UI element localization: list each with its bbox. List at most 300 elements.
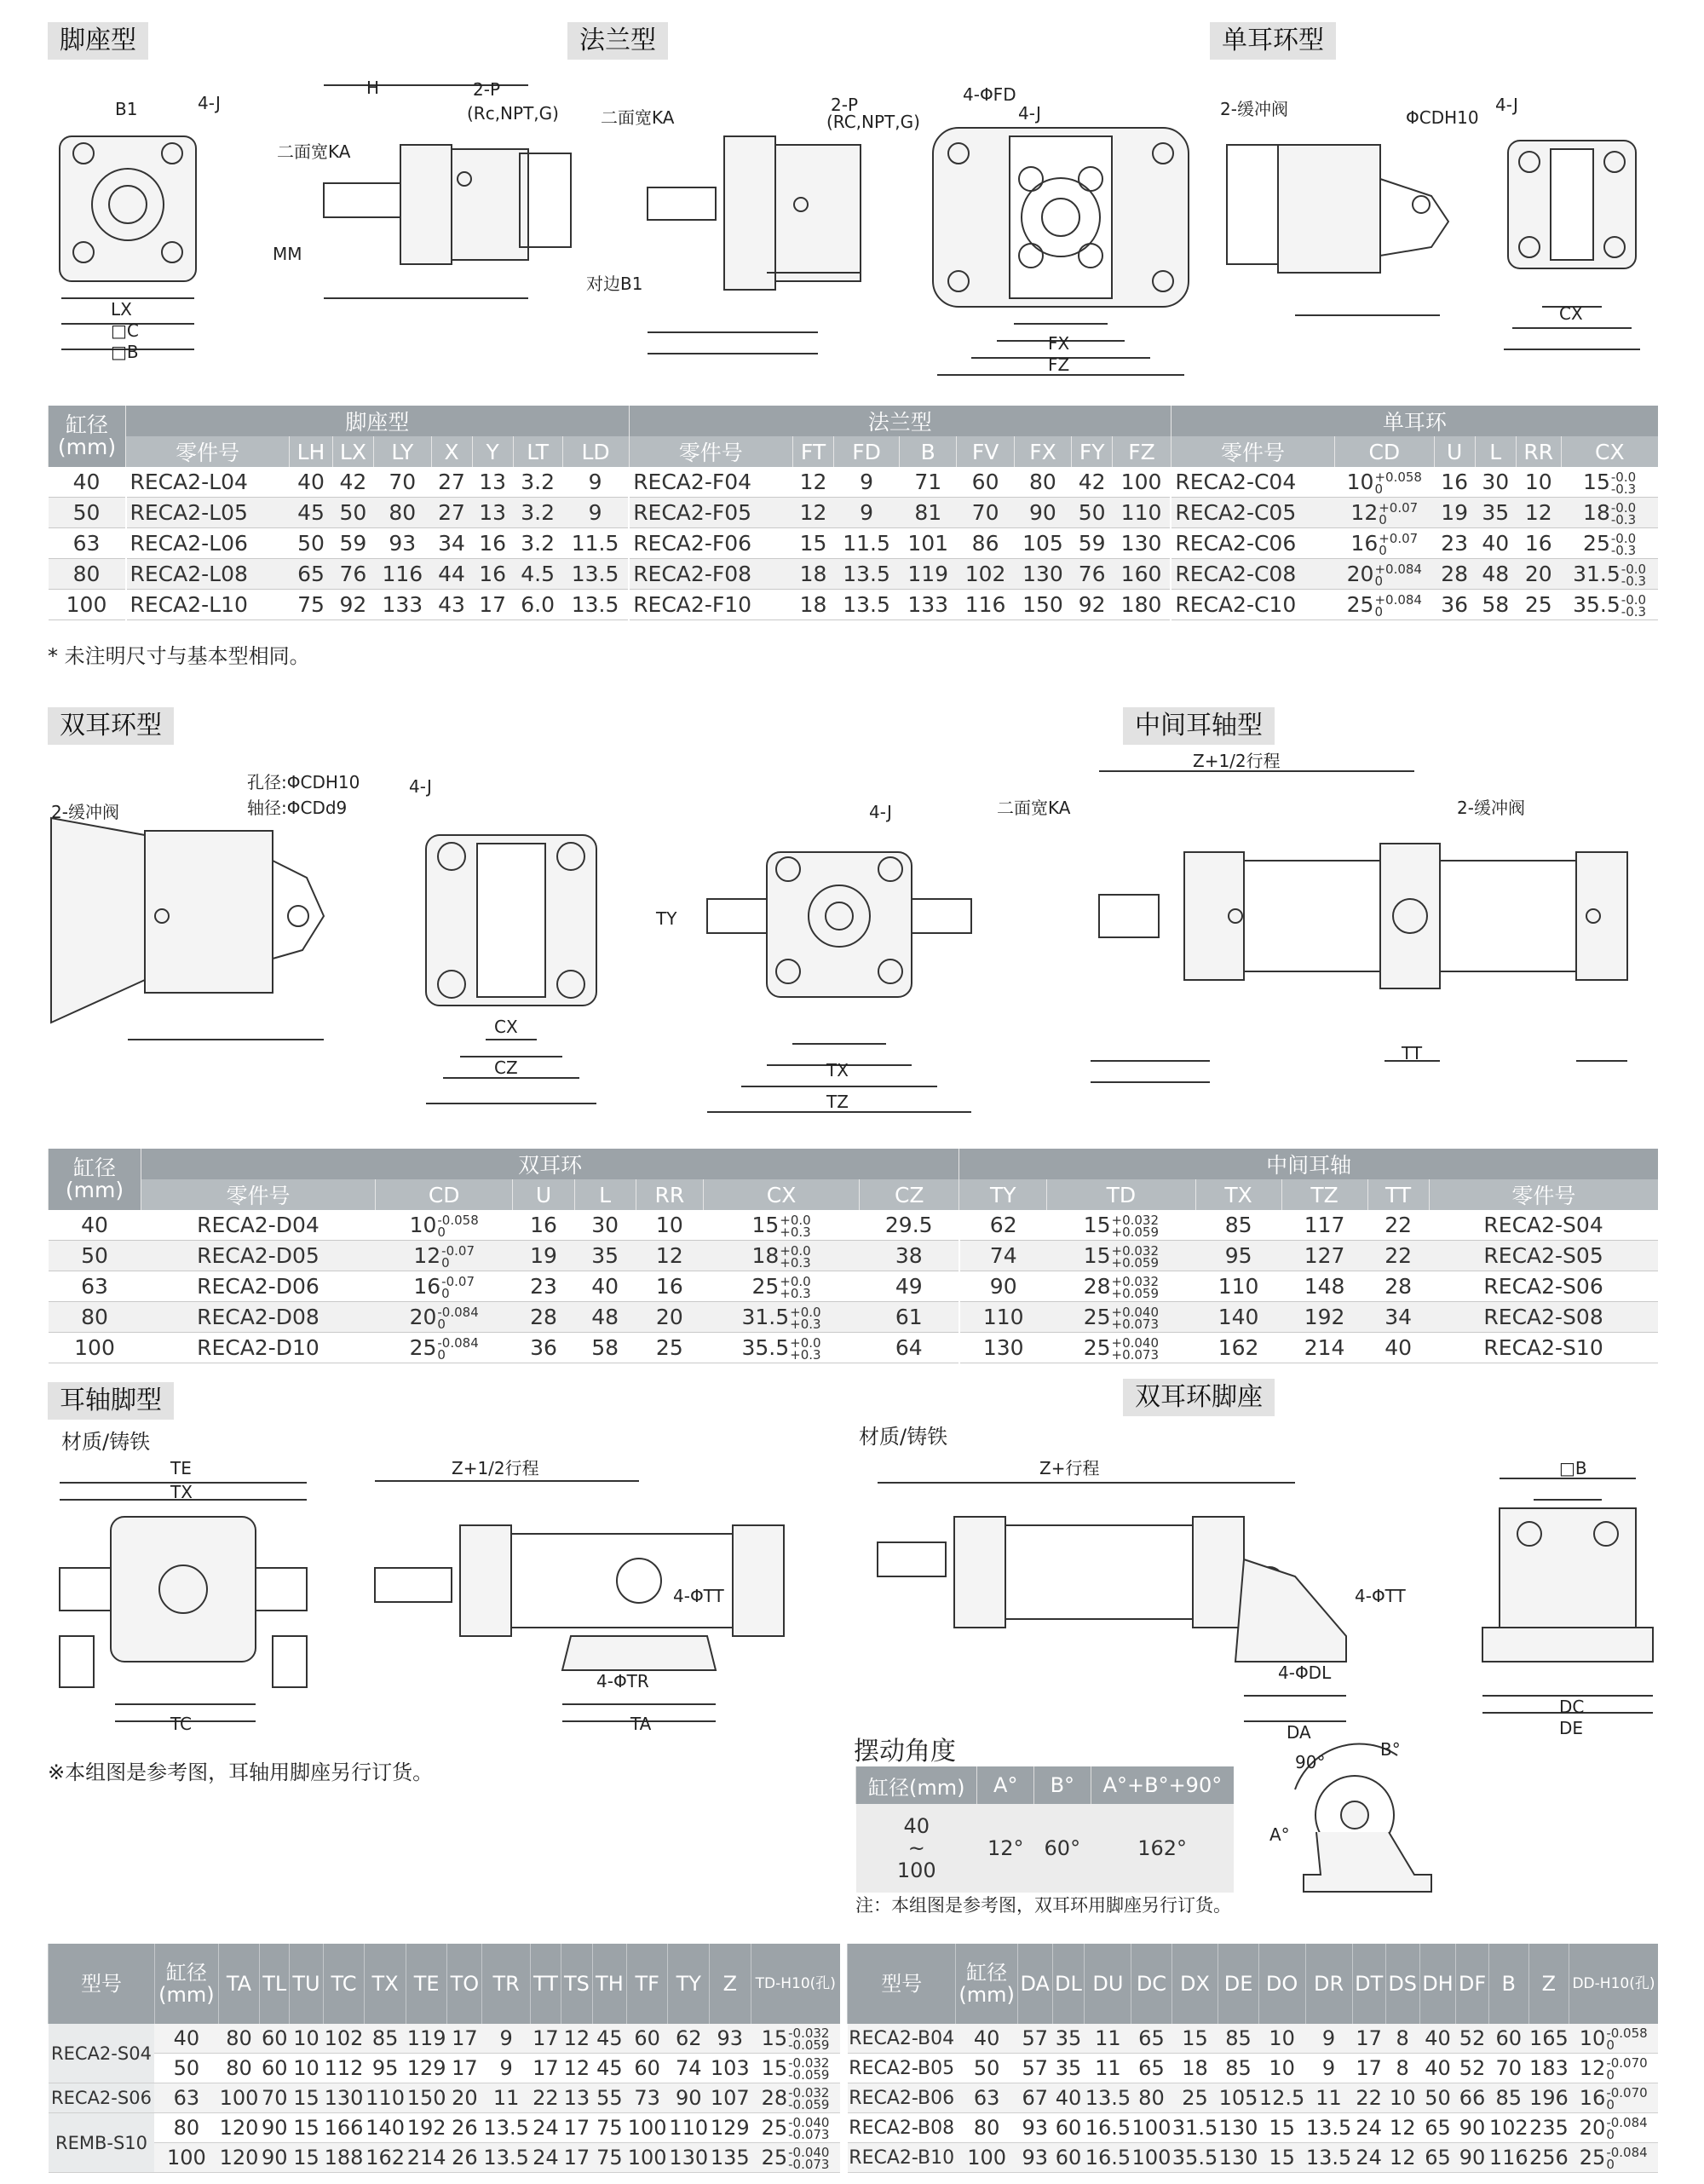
t3-cell: 135: [710, 2143, 751, 2173]
t3-cell: 17: [561, 2143, 592, 2173]
t4-col-header: DF: [1456, 1944, 1488, 2024]
t4-cell: 165: [1528, 2024, 1569, 2054]
t3-col-header: TL: [260, 1944, 290, 2024]
clevis-cx-lower: -0.3: [1610, 511, 1637, 527]
t3-cell: 45: [592, 2054, 626, 2083]
foot-cell: 11.5: [562, 528, 629, 559]
t4-dd-upper: -0.070: [1606, 2084, 1648, 2100]
t4-dd-upper: -0.084: [1606, 2144, 1648, 2160]
tr-part-number: RECA2-S04: [1429, 1210, 1658, 1241]
tr-tt: 40: [1367, 1333, 1429, 1363]
table-row: [49, 528, 1659, 559]
dc-rr: 20: [636, 1302, 703, 1333]
spec-table-foot-flange-clevis: [48, 406, 1658, 620]
t1-col-header: LT: [513, 436, 562, 467]
clevis-cx: [1561, 467, 1658, 498]
t4-col-header: DU: [1085, 1944, 1131, 2024]
dc-cx-lower: +0.3: [780, 1285, 811, 1301]
t4-cell: 11: [1085, 2024, 1131, 2054]
t3-cell: 103: [710, 2054, 751, 2083]
t4-dd-tolerance: [1606, 2114, 1648, 2142]
tr-td-tolerance: [1112, 1214, 1160, 1238]
dc-cx-upper: +0.0: [780, 1273, 811, 1289]
clevis-cd-nominal: 16: [1350, 530, 1379, 556]
t3-td-upper: -0.032: [788, 2054, 830, 2071]
t3-cell: 10: [290, 2024, 323, 2054]
clevis-cd: [1335, 467, 1434, 498]
angle-b: 60°: [1034, 1804, 1091, 1893]
t3-td-tolerance: [788, 2084, 830, 2112]
dc-cd-upper: -0.058: [437, 1212, 479, 1228]
t1-col-header: RR: [1516, 436, 1561, 467]
t4-cell: 70: [1488, 2054, 1528, 2083]
clevis-cx-tolerance: [1621, 591, 1647, 619]
dc-cd-tolerance: [437, 1306, 478, 1330]
t3-td-nominal: 15: [761, 2055, 788, 2080]
tr-td: [1047, 1210, 1196, 1241]
clevis-cd-upper: +0.07: [1379, 530, 1419, 546]
t3-model: RECA2-S06: [49, 2083, 155, 2113]
t4-dd-nominal: 20: [1579, 2115, 1606, 2140]
t4-cell: 10: [1385, 2083, 1419, 2113]
t4-cell: 65: [1419, 2143, 1456, 2173]
dim-label-ta: TA: [630, 1714, 652, 1734]
t4-dd-tolerance: [1606, 2144, 1648, 2172]
tr-tz: 127: [1281, 1241, 1367, 1271]
dc-cd-tolerance: [437, 1214, 478, 1238]
t4-cell: 40: [1419, 2024, 1456, 2054]
dim-label-tx: TX: [826, 1060, 849, 1080]
t1-col-header: Y: [472, 436, 513, 467]
clevis-rr: 25: [1516, 590, 1561, 620]
t3-td-upper: -0.040: [788, 2114, 830, 2130]
clevis-cx-upper: -0.0: [1610, 469, 1637, 485]
t1-col-header: CX: [1561, 436, 1658, 467]
dim-label-tt: TT: [1402, 1043, 1423, 1063]
clevis-rr: 12: [1516, 498, 1561, 528]
t3-col-header: TC: [323, 1944, 365, 2024]
dc-u: 36: [513, 1333, 574, 1363]
tr-td-tolerance: [1111, 1334, 1160, 1363]
table-row: [848, 2113, 1659, 2143]
t3-td: [751, 2054, 840, 2083]
foot-cell: 43: [431, 590, 472, 620]
dim-label-zstroke: Z+1/2行程: [1193, 751, 1281, 771]
dc-l: 35: [574, 1241, 636, 1271]
t4-cell: 25: [1172, 2083, 1218, 2113]
t3-cell: 119: [406, 2024, 447, 2054]
t3-cell: 17: [530, 2054, 561, 2083]
t4-cell: 50: [1419, 2083, 1456, 2113]
dc-cd-nominal: 25: [409, 1334, 437, 1360]
tr-td-nominal: 15: [1083, 1212, 1111, 1237]
flange-cell: 102: [957, 559, 1014, 590]
dim-label-mm: MM: [273, 244, 302, 264]
t4-cell: 9: [1305, 2054, 1352, 2083]
clevis-cx: [1561, 498, 1658, 528]
dim-label-fx: FX: [1048, 333, 1070, 354]
dim-label-c: □C: [111, 320, 139, 341]
t4-col-header: DL: [1052, 1944, 1085, 2024]
t4-cell: 80: [1131, 2083, 1172, 2113]
t4-cell: 24: [1352, 2113, 1385, 2143]
dc-u: 19: [513, 1241, 574, 1271]
dc-cz: 64: [860, 1333, 959, 1363]
t4-cell: 12: [1385, 2113, 1419, 2143]
clevis-cx: [1561, 528, 1658, 559]
clevis-l: 30: [1475, 467, 1516, 498]
t3-col-header: TU: [290, 1944, 323, 2024]
t3-cell: 95: [365, 2054, 406, 2083]
dc-cz: 38: [860, 1241, 959, 1271]
material-label: 材质/铸铁: [61, 1430, 151, 1454]
clevis-cx-upper: -0.0: [1621, 561, 1647, 577]
t3-cell: 9: [482, 2054, 531, 2083]
t3-cell: 129: [406, 2054, 447, 2083]
dim-label-cushion: 2-缓冲阀: [1220, 99, 1288, 119]
dim-label-shaft: 轴径:ΦCDd9: [247, 798, 348, 818]
flange-cell: 42: [1072, 467, 1113, 498]
t4-cell: 60: [1488, 2024, 1528, 2054]
dim-label-4j: 4-J: [198, 93, 221, 113]
t3-td: [751, 2024, 840, 2054]
foot-cell: 116: [374, 559, 431, 590]
dim-label-ka: 二面宽KA: [277, 141, 351, 162]
t3-td-tolerance: [788, 2144, 830, 2172]
table-row: [49, 498, 1659, 528]
t4-dd-tolerance: [1606, 2054, 1648, 2083]
tr-tx: 162: [1195, 1333, 1281, 1363]
t3-cell: 74: [668, 2054, 710, 2083]
clevis-cd-upper: +0.084: [1374, 591, 1422, 608]
clevis-cx: [1561, 559, 1658, 590]
foot-cell: RECA2-L06: [126, 528, 290, 559]
t4-cell: 15: [1258, 2113, 1305, 2143]
t4-cell: 116: [1488, 2143, 1528, 2173]
flange-cell: 110: [1113, 498, 1172, 528]
t3-col-header: TE: [406, 1944, 447, 2024]
tr-part-number: RECA2-S06: [1429, 1271, 1658, 1302]
t4-col-header: DC: [1131, 1944, 1172, 2024]
dim-label-rc-2: (RC,NPT,G): [826, 112, 920, 132]
t2-col-header: 零件号: [141, 1179, 376, 1210]
t3-col-header: TT: [530, 1944, 561, 2024]
clevis-cx-lower: -0.3: [1621, 603, 1647, 619]
t3-cell: 17: [447, 2054, 482, 2083]
t3-col-header: TA: [218, 1944, 260, 2024]
t4-dd-upper: -0.084: [1606, 2114, 1648, 2130]
dc-part-number: RECA2-D06: [141, 1271, 376, 1302]
section-title-double-clevis: 双耳环型: [48, 707, 174, 745]
t3-col-header: TX: [365, 1944, 406, 2024]
t4-col-header: DH: [1419, 1944, 1456, 2024]
clevis-part-number: RECA2-C08: [1171, 559, 1334, 590]
flange-cell: RECA2-F06: [629, 528, 792, 559]
t3-cell: 120: [218, 2113, 260, 2143]
note-clevis: 注：本组图是参考图，双耳环用脚座另行订货。: [855, 1895, 1231, 1916]
t4-cell: 100: [1131, 2143, 1172, 2173]
clevis-foot-side-view: [878, 1483, 1346, 1721]
t1-col-header: LX: [332, 436, 373, 467]
t4-col-header: Z: [1528, 1944, 1569, 2024]
t4-cell: 256: [1528, 2143, 1569, 2173]
t3-bore: 63: [154, 2083, 218, 2113]
dc-cd-lower: 0: [437, 1316, 446, 1332]
dim-label-tz: TZ: [826, 1092, 849, 1112]
t4-cell: 66: [1456, 2083, 1488, 2113]
clevis-rr: 16: [1516, 528, 1561, 559]
t4-cell: 65: [1419, 2113, 1456, 2143]
clevis-u: 36: [1434, 590, 1475, 620]
angle-col-sum: A°+B°+90°: [1091, 1766, 1234, 1804]
flange-cell: 76: [1072, 559, 1113, 590]
clevis-part-number: RECA2-C05: [1171, 498, 1334, 528]
dim-label-hole: 孔径:ΦCDH10: [247, 772, 360, 792]
tr-td-upper: +0.040: [1111, 1334, 1160, 1351]
dc-cd-upper: -0.07: [441, 1242, 475, 1259]
dim-label-2p-2: 2-P: [831, 95, 859, 115]
dim-label-4j-2: 4-J: [1018, 103, 1041, 124]
foot-cell: RECA2-L08: [126, 559, 290, 590]
t4-dd: [1569, 2024, 1658, 2054]
group-double-clevis: 双耳环: [141, 1149, 959, 1179]
clevis-rr: 10: [1516, 467, 1561, 498]
dc-cd-tolerance: [441, 1273, 475, 1301]
t4-col-header: DO: [1258, 1944, 1305, 2024]
angle-col-b: B°: [1034, 1766, 1091, 1804]
dc-cd-lower: 0: [441, 1285, 450, 1301]
tr-td-upper: +0.032: [1111, 1242, 1160, 1259]
dc-cd-lower: 0: [441, 1254, 450, 1271]
dc-cd-nominal: 12: [413, 1242, 441, 1268]
dc-cd: [375, 1210, 513, 1241]
t4-cell: 17: [1352, 2054, 1385, 2083]
tr-tz: 214: [1281, 1333, 1367, 1363]
t4-dd: [1569, 2083, 1658, 2113]
t3-cell: 73: [626, 2083, 668, 2113]
flange-cell: 15: [792, 528, 833, 559]
foot-cell: 59: [332, 528, 373, 559]
clevis-cd: [1335, 498, 1434, 528]
flange-cell: 13.5: [834, 590, 900, 620]
bore-cell: 80: [49, 559, 126, 590]
t1-col-header: 零件号: [126, 436, 290, 467]
dc-cx-tolerance: [780, 1214, 810, 1238]
t3-cell: 15: [290, 2113, 323, 2143]
t3-td-lower: -0.059: [788, 2096, 830, 2112]
tr-td-nominal: 25: [1083, 1304, 1111, 1329]
tr-tt: 28: [1367, 1271, 1429, 1302]
t3-td-nominal: 25: [761, 2145, 788, 2170]
clevis-cx-nominal: 25: [1583, 530, 1610, 556]
t4-cell: 22: [1352, 2083, 1385, 2113]
dc-cd-tolerance: [441, 1242, 475, 1271]
clevis-u: 16: [1434, 467, 1475, 498]
tr-td-tolerance: [1111, 1242, 1160, 1271]
t3-cell: 60: [626, 2024, 668, 2054]
foot-cell: 9: [562, 467, 629, 498]
group-flange: 法兰型: [629, 406, 1171, 436]
bore-header: 缸径 (mm): [49, 406, 126, 467]
flange-cell: 86: [957, 528, 1014, 559]
flange-cell: 60: [957, 467, 1014, 498]
t3-cell: 110: [668, 2113, 710, 2143]
t4-dd-upper: -0.058: [1606, 2025, 1648, 2041]
flange-cell: RECA2-F05: [629, 498, 792, 528]
dim-label-ka3: 二面宽KA: [997, 798, 1071, 818]
spec-table-trunnion-foot: [48, 1944, 840, 2173]
dim-label-h: H: [366, 78, 380, 98]
dim-label-4tt-2: 4-ΦTT: [1355, 1586, 1406, 1606]
foot-cell: 9: [562, 498, 629, 528]
clevis-cx-tolerance: [1610, 530, 1637, 558]
t2-col-header: 零件号: [1429, 1179, 1658, 1210]
table-row: [49, 1271, 1659, 1302]
dim-label-de: DE: [1559, 1718, 1584, 1738]
section-title-double-clevis-foot: 双耳环脚座: [1123, 1379, 1275, 1416]
t1-col-header: LY: [374, 436, 431, 467]
clevis-cd-lower: 0: [1379, 542, 1387, 558]
flange-cell: 18: [792, 590, 833, 620]
foot-cell: RECA2-L10: [126, 590, 290, 620]
foot-cell: 13: [472, 498, 513, 528]
dim-label-te: TE: [170, 1458, 192, 1478]
t3-cell: 12: [561, 2054, 592, 2083]
tr-tt: 34: [1367, 1302, 1429, 1333]
foot-cell: 17: [472, 590, 513, 620]
t4-cell: 9: [1305, 2024, 1352, 2054]
table-row: [49, 559, 1659, 590]
trunnion-foot-end-view: [60, 1483, 307, 1721]
dc-cx-nominal: 18: [751, 1242, 780, 1268]
t4-cell: 10: [1258, 2054, 1305, 2083]
t3-model: REMB-S10: [49, 2113, 155, 2173]
t4-dd-lower: 0: [1606, 2037, 1615, 2053]
t3-cell: 129: [710, 2113, 751, 2143]
t3-cell: 90: [260, 2143, 290, 2173]
dim-label-cz: CZ: [494, 1057, 518, 1078]
angle-sum: 162°: [1091, 1804, 1234, 1893]
flange-cell: 11.5: [834, 528, 900, 559]
t4-cell: 15: [1172, 2024, 1218, 2054]
t3-cell: 100: [626, 2113, 668, 2143]
t3-cell: 214: [406, 2143, 447, 2173]
table-row: [49, 2024, 841, 2054]
t4-dd-lower: 0: [1606, 2126, 1615, 2142]
dim-label-fz: FZ: [1048, 354, 1070, 375]
tr-ty: 74: [959, 1241, 1047, 1271]
dc-cd: [375, 1271, 513, 1302]
dc-u: 16: [513, 1210, 574, 1241]
t3-td-tolerance: [788, 2027, 829, 2051]
tr-ty: 90: [959, 1271, 1047, 1302]
clevis-cd: [1335, 559, 1434, 590]
dim-label-tc: TC: [170, 1714, 193, 1734]
angle-bore: 40 ~ 100: [856, 1804, 977, 1893]
t4-bore: 63: [956, 2083, 1018, 2113]
dc-cx-tolerance: [790, 1306, 820, 1330]
t4-col-header: 型号: [848, 1944, 956, 2024]
clevis-l: 35: [1475, 498, 1516, 528]
t4-cell: 90: [1456, 2113, 1488, 2143]
t4-cell: 52: [1456, 2024, 1488, 2054]
t3-td-lower: -0.073: [788, 2156, 830, 2172]
t4-dd-nominal: 16: [1579, 2085, 1606, 2110]
clevis-cd-tolerance: [1374, 471, 1422, 495]
t3-cell: 192: [406, 2113, 447, 2143]
clevis-l: 58: [1475, 590, 1516, 620]
t4-cell: 57: [1017, 2024, 1052, 2054]
tr-td-nominal: 25: [1083, 1334, 1111, 1360]
t4-cell: 15: [1258, 2143, 1305, 2173]
flange-cell: 12: [792, 498, 833, 528]
tr-td-lower: +0.059: [1111, 1285, 1160, 1301]
tr-td-lower: +0.059: [1111, 1254, 1160, 1271]
t4-cell: 13.5: [1305, 2143, 1352, 2173]
flange-cell: 13.5: [834, 559, 900, 590]
t4-col-header: DS: [1385, 1944, 1419, 2024]
flange-cell: 90: [1014, 498, 1071, 528]
t3-cell: 93: [710, 2024, 751, 2054]
clevis-cx-upper: -0.0: [1621, 591, 1647, 608]
clevis-cd-lower: 0: [1374, 603, 1383, 619]
clevis-cx-lower: -0.3: [1610, 542, 1637, 558]
t2-col-header: CX: [703, 1179, 859, 1210]
dim-label-b1-2: 对边B1: [586, 274, 643, 294]
dc-l: 58: [574, 1333, 636, 1363]
t3-td-upper: -0.032: [788, 2025, 830, 2041]
t3-td-nominal: 15: [761, 2026, 788, 2050]
clevis-cd-upper: +0.07: [1379, 499, 1419, 516]
t3-cell: 15: [290, 2083, 323, 2113]
clevis-cx-nominal: 18: [1583, 499, 1610, 525]
t4-cell: 40: [1419, 2054, 1456, 2083]
angle-a: 12°: [977, 1804, 1034, 1893]
table-row: [49, 590, 1659, 620]
t4-model: RECA2-B08: [848, 2113, 956, 2143]
t4-bore: 40: [956, 2024, 1018, 2054]
flange-cell: 70: [957, 498, 1014, 528]
clevis-l: 48: [1475, 559, 1516, 590]
t4-cell: 130: [1218, 2113, 1258, 2143]
clevis-cd-lower: 0: [1374, 573, 1383, 589]
t3-bore: 50: [154, 2054, 218, 2083]
flange-cell: 12: [792, 467, 833, 498]
dc-cd: [375, 1241, 513, 1271]
bore-cell: 40: [49, 1210, 141, 1241]
table-row: [848, 2083, 1659, 2113]
table-row: [848, 2024, 1659, 2054]
dim-label-adeg: A°: [1269, 1824, 1290, 1845]
tr-td-nominal: 28: [1083, 1273, 1111, 1299]
t3-cell: 15: [290, 2143, 323, 2173]
flange-cell: RECA2-F08: [629, 559, 792, 590]
t4-model: RECA2-B04: [848, 2024, 956, 2054]
clevis-cd-nominal: 25: [1346, 591, 1374, 617]
table-row: [49, 2113, 841, 2143]
angle-col-bore: 缸径(mm): [856, 1766, 977, 1804]
dc-cz: 49: [860, 1271, 959, 1302]
t3-cell: 11: [482, 2083, 531, 2113]
material-label-2: 材质/铸铁: [859, 1425, 948, 1449]
t3-td-upper: -0.040: [788, 2144, 830, 2160]
center-trunnion-side-view: [1091, 771, 1627, 1082]
t3-cell: 60: [260, 2024, 290, 2054]
t3-cell: 60: [260, 2054, 290, 2083]
t3-cell: 90: [668, 2083, 710, 2113]
dim-label-ty: TY: [656, 908, 677, 929]
t1-col-header: U: [1434, 436, 1475, 467]
